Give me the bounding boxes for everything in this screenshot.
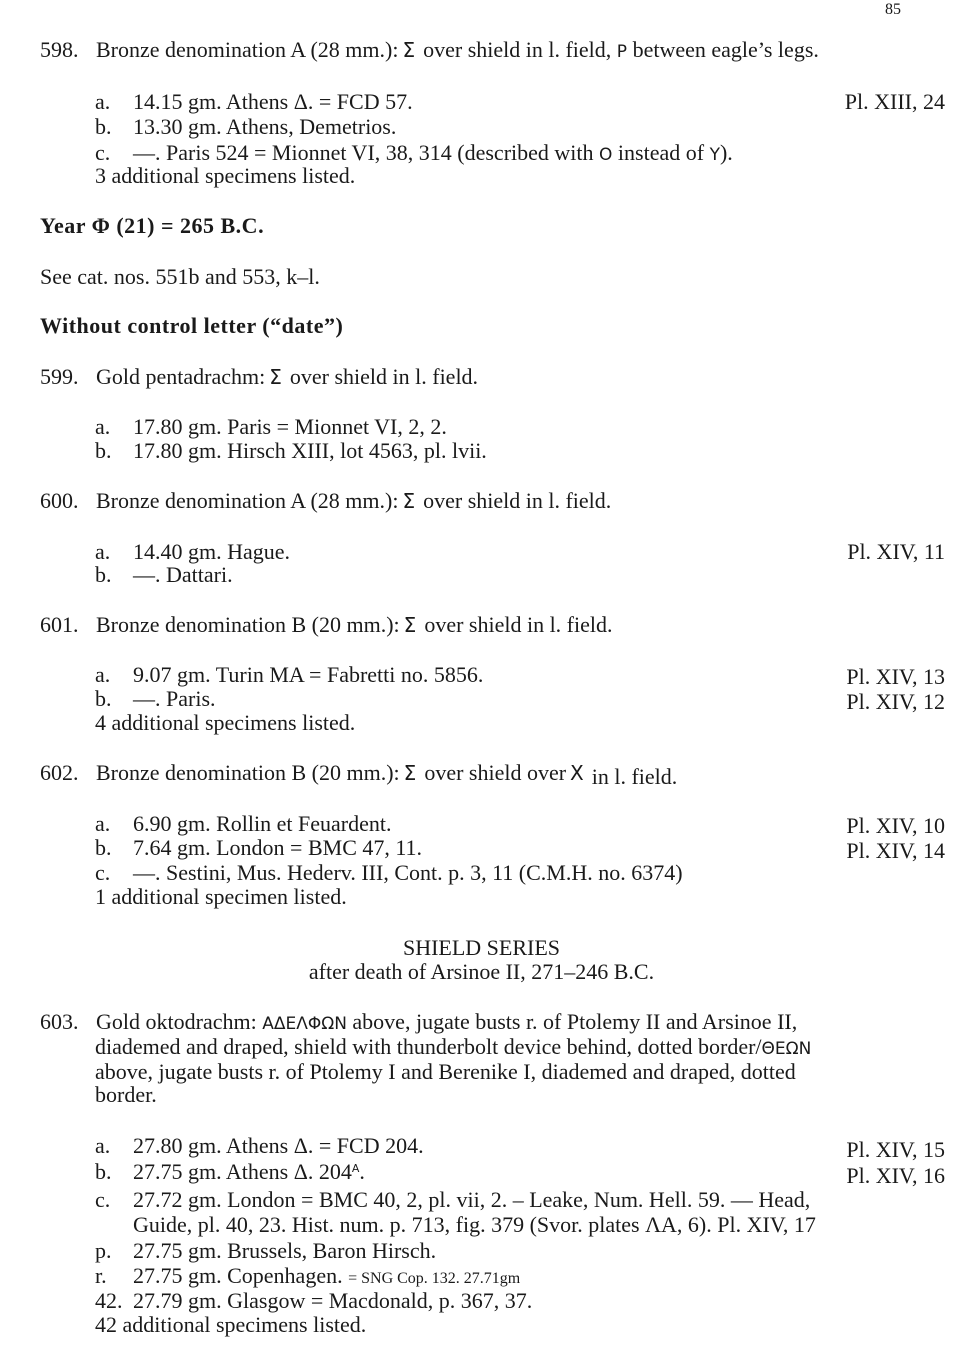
cross-reference: See cat. nos. 551b and 553, k–l. [40, 264, 320, 289]
text-fragment: 6.90 gm. Rollin et Feuardent. [133, 811, 392, 836]
specimen-row [95, 663, 483, 687]
text-fragment: 599. [40, 364, 79, 389]
plate-reference: Pl. XIV, 16 [846, 1163, 945, 1188]
specimen-row [95, 1264, 520, 1291]
text-fragment: over shield in l. field. [289, 364, 479, 389]
text-fragment: Y [709, 145, 720, 165]
text-fragment: —. Sestini, Mus. Hederv. III, Cont. p. 3, 11 (C.M.H. no. 6374) [133, 860, 683, 885]
text-fragment: 17.80 gm. Hirsch XIII, lot 4563, pl. lvii. [133, 438, 487, 463]
entry-number: 598. [40, 37, 79, 62]
greek-legend: ΑΔΕΛΦΩΝ [262, 1014, 347, 1034]
page-number: 85 [885, 1, 901, 18]
text-fragment: b. [95, 438, 112, 463]
text-fragment: 9.07 gm. Turin MA = Fabretti no. 5856. [133, 662, 484, 687]
specimen-row [95, 115, 396, 139]
specimen-row [95, 687, 216, 711]
monogram-icon: Ʃ [403, 613, 417, 637]
specimen-row-continuation: Guide, pl. 40, 23. Hist. num. p. 713, fig. 379 (Svor. plates ΛΑ, 6). Pl. XIV, 17 [133, 1212, 816, 1237]
text-fragment: —. Paris 524 = Mionnet VI, 38, 314 (described with [133, 140, 594, 165]
cross-monogram-icon: X [570, 761, 584, 785]
text-fragment: O [599, 145, 613, 165]
monogram-icon: Ʃ [402, 489, 416, 513]
specimen-row [95, 1188, 810, 1212]
text-fragment: b. [95, 835, 112, 860]
additional-specimens: 1 additional specimen listed. [95, 884, 347, 909]
text-fragment: a. [95, 539, 111, 564]
catalog-entry-603-heading [40, 1010, 797, 1036]
text-fragment: b. [95, 686, 112, 711]
specimen-row [95, 1239, 436, 1263]
plate-reference: Pl. XIV, 11 [847, 539, 945, 564]
text-fragment: 602. [40, 760, 79, 785]
text-fragment: 600. [40, 488, 79, 513]
text-fragment: 603. [40, 1009, 79, 1034]
text-fragment: —. Dattari. [133, 562, 233, 587]
text-fragment: c. [95, 1187, 111, 1212]
additional-specimens: 4 additional specimens listed. [95, 710, 356, 735]
plate-reference: Pl. XIII, 24 [844, 89, 945, 114]
catalog-entry-600-heading [40, 489, 611, 513]
text-fragment: b. [95, 562, 112, 587]
text-fragment: between eagle’s legs. [632, 37, 819, 62]
text-fragment: a. [95, 662, 111, 687]
text-fragment: 27.80 gm. Athens Δ. = FCD 204. [133, 1133, 424, 1158]
catalog-entry-599-heading [40, 365, 478, 389]
text-fragment: b. [95, 114, 112, 139]
text-fragment: Bronze denomination B (20 mm.): [96, 760, 400, 785]
text-fragment: instead of [617, 140, 705, 165]
catalog-entry-601-heading [40, 613, 613, 637]
entry-description-line: border. [95, 1082, 157, 1107]
monogram-icon: Ʃ [403, 761, 417, 785]
text-fragment: 27.75 gm. Athens Δ. 204 [133, 1159, 352, 1184]
text-fragment: 42. [95, 1288, 123, 1313]
text-fragment: 27.75 gm. Copenhagen. [133, 1263, 343, 1288]
text-fragment: over shield in l. field, [423, 37, 612, 62]
text-fragment: over shield in l. field. [424, 612, 613, 637]
specimen-row [95, 1160, 365, 1184]
text-fragment: . [359, 1159, 365, 1184]
specimen-row [95, 540, 290, 564]
text-fragment: Bronze denomination A (28 mm.): [96, 37, 399, 62]
entry-description-line [95, 1035, 811, 1061]
plate-reference: Pl. XIV, 10 [846, 813, 945, 838]
text-fragment: Bronze denomination B (20 mm.): [96, 612, 400, 637]
text-fragment: Gold oktodrachm: [96, 1009, 257, 1034]
text-fragment: c. [95, 140, 111, 165]
entry-description-line: above, jugate busts r. of Ptolemy I and Berenike I, diademed and draped, dotted [95, 1059, 796, 1084]
text-fragment: b. [95, 1159, 112, 1184]
plate-reference: Pl. XIV, 15 [846, 1137, 945, 1162]
text-fragment: a. [95, 414, 111, 439]
rho-symbol: P [616, 42, 628, 62]
specimen-row [95, 1289, 532, 1313]
text-fragment: 14.40 gm. Hague. [133, 539, 291, 564]
monogram-icon: Ʃ [269, 365, 282, 389]
text-fragment: ). [719, 140, 733, 165]
series-title: SHIELD SERIES [402, 935, 561, 960]
text-fragment: 17.80 gm. Paris = Mionnet VI, 2, 2. [133, 414, 447, 439]
text-fragment: in l. field. [591, 764, 678, 789]
text-fragment: r. [95, 1263, 107, 1288]
text-fragment: p. [95, 1238, 112, 1263]
text-fragment: —. Paris. [133, 686, 216, 711]
specimen-row [95, 439, 487, 463]
handwritten-note: = SNG Cop. 132. 27.71gm [348, 1270, 521, 1287]
text-fragment: a. [95, 89, 111, 114]
catalog-entry-598-heading [40, 38, 819, 64]
catalog-entry-602-heading [40, 760, 678, 789]
text-fragment: 27.75 gm. Brussels, Baron Hirsch. [133, 1238, 437, 1263]
text-fragment: a. [95, 1133, 111, 1158]
text-fragment: Gold pentadrachm: [96, 364, 266, 389]
additional-specimens: 3 additional specimens listed. [95, 163, 356, 188]
text-fragment: 13.30 gm. Athens, Demetrios. [133, 114, 397, 139]
greek-legend: ΘΕΩΝ [761, 1039, 812, 1059]
text-fragment: a. [95, 811, 111, 836]
text-fragment: over shield in l. field. [423, 488, 612, 513]
specimen-row [95, 90, 413, 114]
additional-specimens: 42 additional specimens listed. [95, 1312, 367, 1337]
specimen-row [95, 861, 683, 885]
specimen-row [95, 563, 233, 587]
text-fragment: 27.79 gm. Glasgow = Macdonald, p. 367, 37. [133, 1288, 533, 1313]
text-fragment: 601. [40, 612, 79, 637]
text-fragment: Bronze denomination A (28 mm.): [96, 488, 399, 513]
specimen-row [95, 1134, 424, 1158]
text-fragment: 7.64 gm. London = BMC 47, 11. [133, 835, 423, 860]
section-heading: Without control letter (“date”) [40, 313, 344, 338]
plate-reference: Pl. XIV, 13 [846, 664, 945, 689]
text-fragment: A [351, 1162, 360, 1175]
year-heading: Year Φ (21) = 265 B.C. [40, 213, 265, 238]
plate-reference: Pl. XIV, 12 [846, 689, 945, 714]
text-fragment: 27.72 gm. London = BMC 40, 2, pl. vii, 2. – Leake, Num. Hell. 59. — Head, [133, 1187, 811, 1212]
specimen-row [95, 812, 391, 836]
specimen-row [95, 415, 447, 439]
series-subtitle: after death of Arsinoe II, 271–246 B.C. [308, 959, 655, 984]
text-fragment: c. [95, 860, 111, 885]
specimen-row [95, 836, 422, 860]
text-fragment: 14.15 gm. Athens Δ. = FCD 57. [133, 89, 413, 114]
monogram-icon: Ʃ [402, 38, 416, 62]
text-fragment: diademed and draped, shield with thunderbolt device behind, dotted border/ [95, 1034, 762, 1059]
text-fragment: above, jugate busts r. of Ptolemy II and Arsinoe II, [352, 1009, 798, 1034]
text-fragment: over shield over [424, 760, 567, 785]
plate-reference: Pl. XIV, 14 [846, 838, 945, 863]
